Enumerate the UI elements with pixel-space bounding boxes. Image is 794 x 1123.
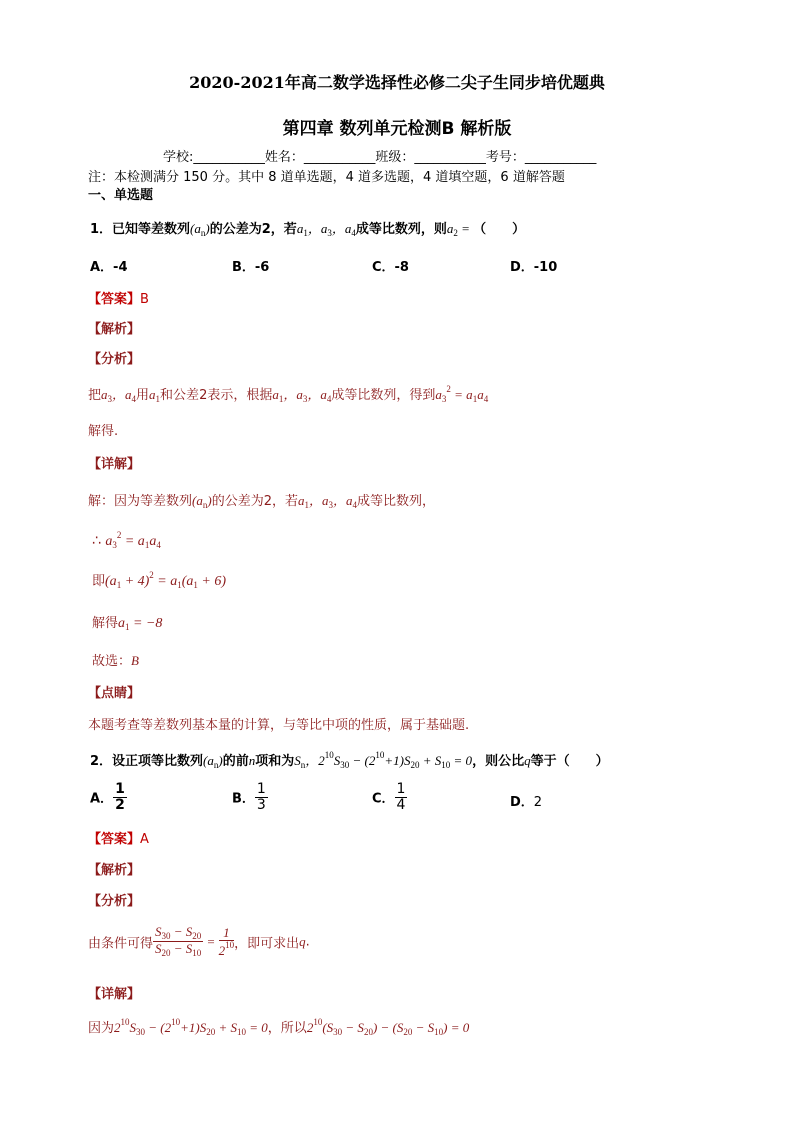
series-title: 2020-2021年高二数学选择性必修二尖子生同步培优题典 [189, 73, 605, 92]
q1-option-d: D．-10 [510, 260, 558, 275]
q1-answer: 【答案】B [88, 292, 149, 307]
q2-fenxi-line: 由条件可得 $\frac{S_{30} - S_{20}}{S_{20} - S_{10}}$ = $\frac{1}{2^{10}}$ ，即可求出q. [88, 924, 310, 959]
q1-detail-line-5: 故选：B [92, 653, 139, 669]
q1-detail-tag: 【详解】 [88, 457, 141, 472]
q1-analysis-tag: 【解析】 [88, 322, 141, 337]
q2-stem: 2．设正项等比数列$(a_n)$的前n项和为$S_n$，$2^{10}S_{30} - (2^{10}+1)S_{20} + S_{10} = 0$，则公比q等于（ ） [90, 750, 609, 770]
q1-comment-tag: 【点睛】 [88, 686, 141, 701]
q2-option-d: D．2 [510, 795, 543, 810]
q2-fenxi-tag: 【分析】 [88, 894, 141, 909]
q1-detail-line-1: 解：因为等差数列$(a_n)$的公差为2，若$a_1$，$a_3$，$a_4$成等比数列， [88, 493, 436, 510]
q2-option-a: A． $\frac{1}{2}$ [90, 781, 125, 813]
q1-detail-line-4: 解得$a_1 = -8$ [92, 616, 163, 632]
q2-detail-tag: 【详解】 [88, 987, 141, 1002]
student-info-fields: 学校:___________姓名：___________班级：___________考号：___________ [163, 150, 597, 165]
chapter-title: 第四章 数列单元检测B 解析版 [282, 119, 512, 139]
q1-option-c: C．-8 [372, 260, 409, 275]
q1-fenxi-end: 解得. [88, 424, 119, 439]
q1-option-a: A．-4 [90, 260, 128, 275]
q2-detail-line: 因为$2^{10}S_{30} - (2^{10}+1)S_{20} + S_{10} = 0$，所以$2^{10}(S_{30} - S_{20}) - (S_{20} - S_{10}) = 0$ [88, 1017, 470, 1037]
exam-note: 注：本检测满分 150 分。其中 8 道单选题，4 道多选题，4 道填空题，6 道解答题 [88, 170, 565, 185]
q2-option-c: C． $\frac{1}{4}$ [372, 781, 406, 813]
q1-fenxi-tag: 【分析】 [88, 352, 141, 367]
section-heading: 一、单选题 [88, 188, 154, 203]
q1-detail-line-3: 即$(a_1 + 4)^2 = a_1(a_1 + 6)$ [92, 570, 227, 590]
q2-answer: 【答案】A [88, 832, 149, 847]
q2-option-b: B． $\frac{1}{3}$ [232, 781, 266, 813]
q1-comment: 本题考查等差数列基本量的计算，与等比中项的性质，属于基础题. [88, 718, 470, 733]
q1-option-b: B．-6 [232, 260, 270, 275]
q1-stem: 1．已知等差数列$(a_n)$的公差为2，若$a_1$，$a_3$，$a_4$成等比数列，则$a_2$ = （ ） [90, 221, 526, 238]
q2-analysis-tag: 【解析】 [88, 863, 141, 878]
q1-fenxi-line: 把$a_3$，$a_4$用$a_1$和公差2表示，根据$a_1$，$a_3$，$a_4$成等比数列，得到$a_3^2 = a_1a_4$ [88, 384, 489, 404]
q1-detail-line-2: ∴ $a_3^2 = a_1a_4$ [92, 530, 161, 550]
